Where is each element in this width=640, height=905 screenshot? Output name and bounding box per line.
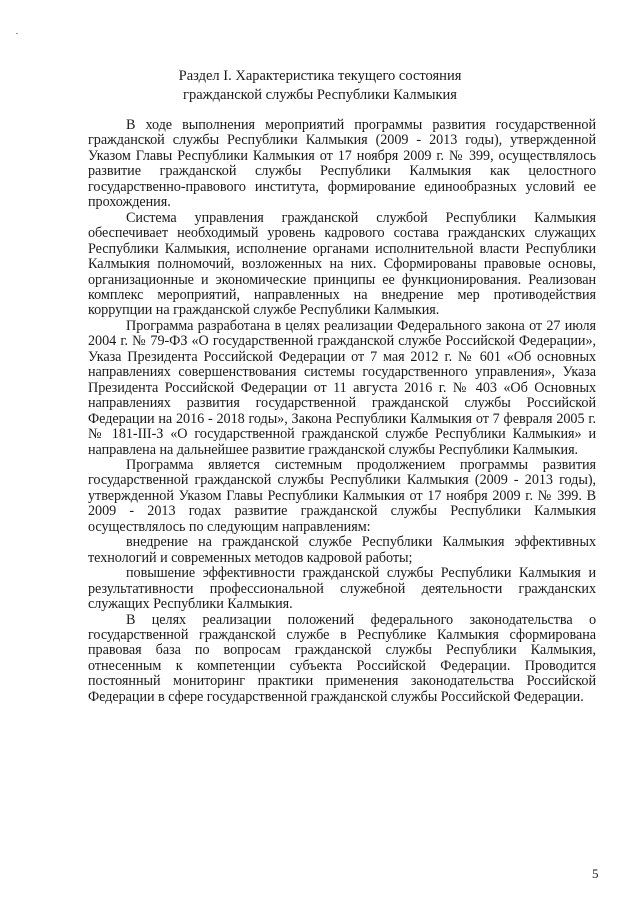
section-heading-line-1: Раздел I. Характеристика текущего состояния bbox=[178, 68, 462, 84]
page-number: 5 bbox=[592, 866, 599, 881]
section-heading bbox=[80, 67, 560, 105]
list-item-1: внедрение на гражданской службе Республики Калмыкия эффективных технологий и современных методов кадровой работы; bbox=[88, 534, 596, 566]
section-heading-line-2: гражданской службы Республики Калмыкия bbox=[183, 87, 457, 103]
paragraph-4: Программа является системным продолжением программы развития государственной гражданской службы Республики Калмыкия (2009 - 2013 годы), утвержденной Указом Главы Республики Калмыкия от 17 ноября 2009 г. № 399. В 2009 - 2013 годах развитие гражданской службы Республики Калмыкия осуществлялось по следующим направлениям: bbox=[88, 456, 596, 535]
scan-speck bbox=[16, 33, 18, 34]
paragraph-5: В целях реализации положений федерального законодательства о государственной гражданской службе в Республике Калмыкия сформирована правовая база по вопросам гражданской службы Республики Калмыкия, отнесенным к компетенции субъекта Российской Федерации. Проводится постоянный мониторинг практики применения законодательства Российской Федерации в сфере государственной гражданской службы Российской Федерации. bbox=[88, 611, 596, 705]
paragraph-3: Программа разработана в целях реализации Федерального закона от 27 июля 2004 г. № 79-ФЗ «О государственной гражданской службе Российской Федерации», Указа Президента Российской Федерации от 7 мая 2012 г. № 601 «Об основных направлениях совершенствования системы государственного управления», Указа Президента Российской Федерации от 11 августа 2016 г. № 403 «Об Основных направлениях развития государственной гражданской службы Российской Федерации на 2016 - 2018 годы», Закона Республики Калмыкия от 7 февраля 2005 г. № 181-III-З «О государственной гражданской службе Республики Калмыкия» и направлена на дальнейшее развитие гражданской службы Республики Калмыкия. bbox=[88, 317, 596, 458]
body-text bbox=[88, 118, 596, 705]
paragraph-1: В ходе выполнения мероприятий программы развития государственной гражданской службы Республики Калмыкия (2009 - 2013 годы), утвержденной Указом Главы Республики Калмыкия от 17 ноября 2009 г. № 399, осуществлялось развитие гражданской службы Республики Калмыкия как целостного государственно-правового института, формирование единообразных условий ее прохождения. bbox=[88, 117, 596, 211]
paragraph-2: Система управления гражданской службой Республики Калмыкия обеспечивает необходимый уровень кадрового состава гражданских служащих Республики Калмыкия, исполнение органами исполнительной власти Республики Калмыкия полномочий, возложенных на них. Сформированы правовые основы, организационные и экономические принципы ее функционирования. Реализован комплекс мероприятий, направленных на внедрение мер противодействия коррупции на гражданской службе Республики Калмыкия. bbox=[88, 209, 596, 319]
list-item-2: повышение эффективности гражданской службы Республики Калмыкия и результативности профессиональной служебной деятельности гражданских служащих Республики Калмыкия. bbox=[88, 565, 596, 613]
